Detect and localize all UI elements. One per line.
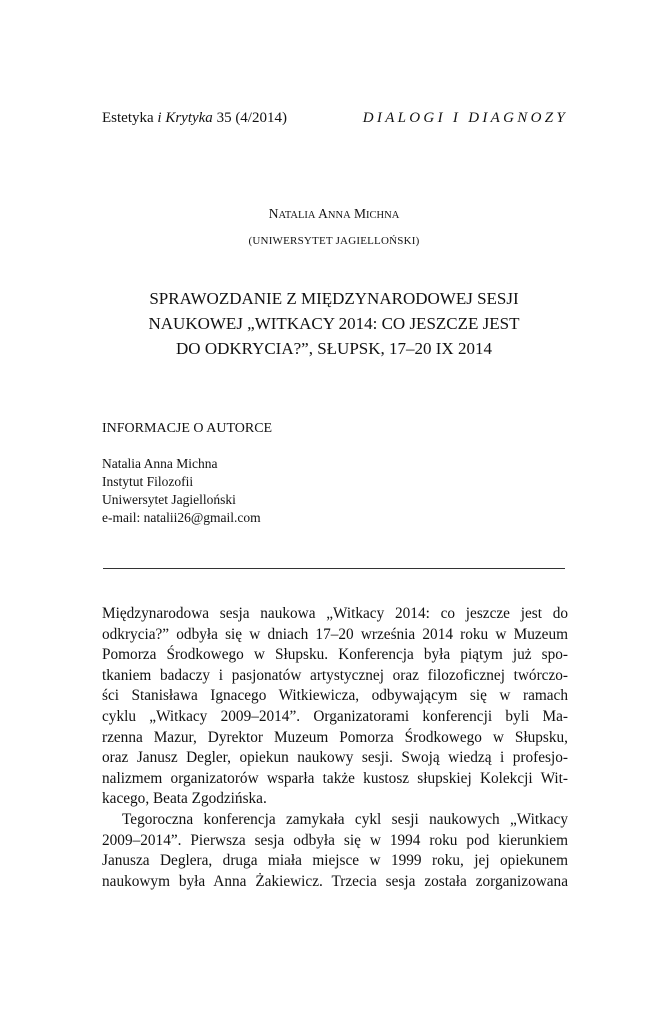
body-line: Pomorza Środkowego w Słupsku. Konferencja była piątym już spo-	[102, 646, 568, 664]
body-line: cyklu „Witkacy 2009–2014”. Organizatorami konferencji byli Ma-	[102, 707, 568, 725]
body-line: Janusza Deglera, druga miała miejsce w 1999 roku, jej opiekunem	[102, 852, 568, 870]
author-affiliation: (UNIWERSYTET JAGIELLOŃSKI)	[248, 235, 420, 247]
body-line: naukowym była Anna Żakiewicz. Trzecia sesja została zorganizowana	[102, 872, 568, 890]
body-line: Międzynarodowa sesja naukowa „Witkacy 2014: co jeszcze jest do	[102, 605, 568, 622]
body-line: kacego, Beata Zgodzińska.	[102, 790, 267, 808]
body-line: oraz Janusz Degler, opiekun naukowy sesji. Swoją wiedzą i profesjo-	[102, 749, 568, 767]
separator-rule	[103, 568, 565, 569]
author-info-institute: Instytut Filozofii	[102, 474, 194, 489]
body-line: 2009–2014”. Pierwsza sesja odbyła się w 1994 roku pod kierunkiem	[102, 831, 568, 849]
title-line: DO ODKRYCIA?”, SŁUPSK, 17–20 IX 2014	[176, 339, 492, 358]
article-body	[102, 604, 568, 892]
author-info-heading: INFORMACJE O AUTORCE	[102, 421, 273, 436]
author-info-email: e-mail: natalii26@gmail.com	[102, 510, 261, 525]
author-name: NATALIA ANNA MICHNA	[268, 206, 400, 221]
journal-citation: Estetyka i Krytyka 35 (4/2014)	[102, 110, 287, 126]
body-line: tkaniem badaczy i pasjonatów artystycznej oraz filozoficznej twórczo-	[102, 666, 568, 684]
body-line: Tegoroczna konferencja zamykała cykl sesji naukowych „Witkacy	[122, 810, 568, 828]
body-line: odkrycia?” odbyła się w dniach 17–20 września 2014 roku w Muzeum	[102, 625, 568, 643]
title-line: NAUKOWEJ „WITKACY 2014: CO JESZCZE JEST	[148, 314, 520, 333]
section-title: DIALOGI I DIAGNOZY	[362, 110, 568, 126]
body-line: nalizmem organizatorów wsparła także kustosz słupskiej Kolekcji Wit-	[102, 769, 568, 787]
author-info-university: Uniwersytet Jagielloński	[102, 492, 236, 507]
author-info-name: Natalia Anna Michna	[102, 456, 218, 471]
author-info	[102, 455, 261, 527]
running-header	[102, 110, 568, 132]
body-line: ści Stanisława Ignacego Witkiewicza, odbywającym się w ramach	[102, 687, 568, 705]
body-line: rzenna Mazur, Dyrektor Muzeum Pomorza Środkowego w Słupsku,	[102, 728, 568, 746]
article-title	[100, 286, 568, 361]
title-line: SPRAWOZDANIE Z MIĘDZYNARODOWEJ SESJI	[149, 289, 519, 308]
